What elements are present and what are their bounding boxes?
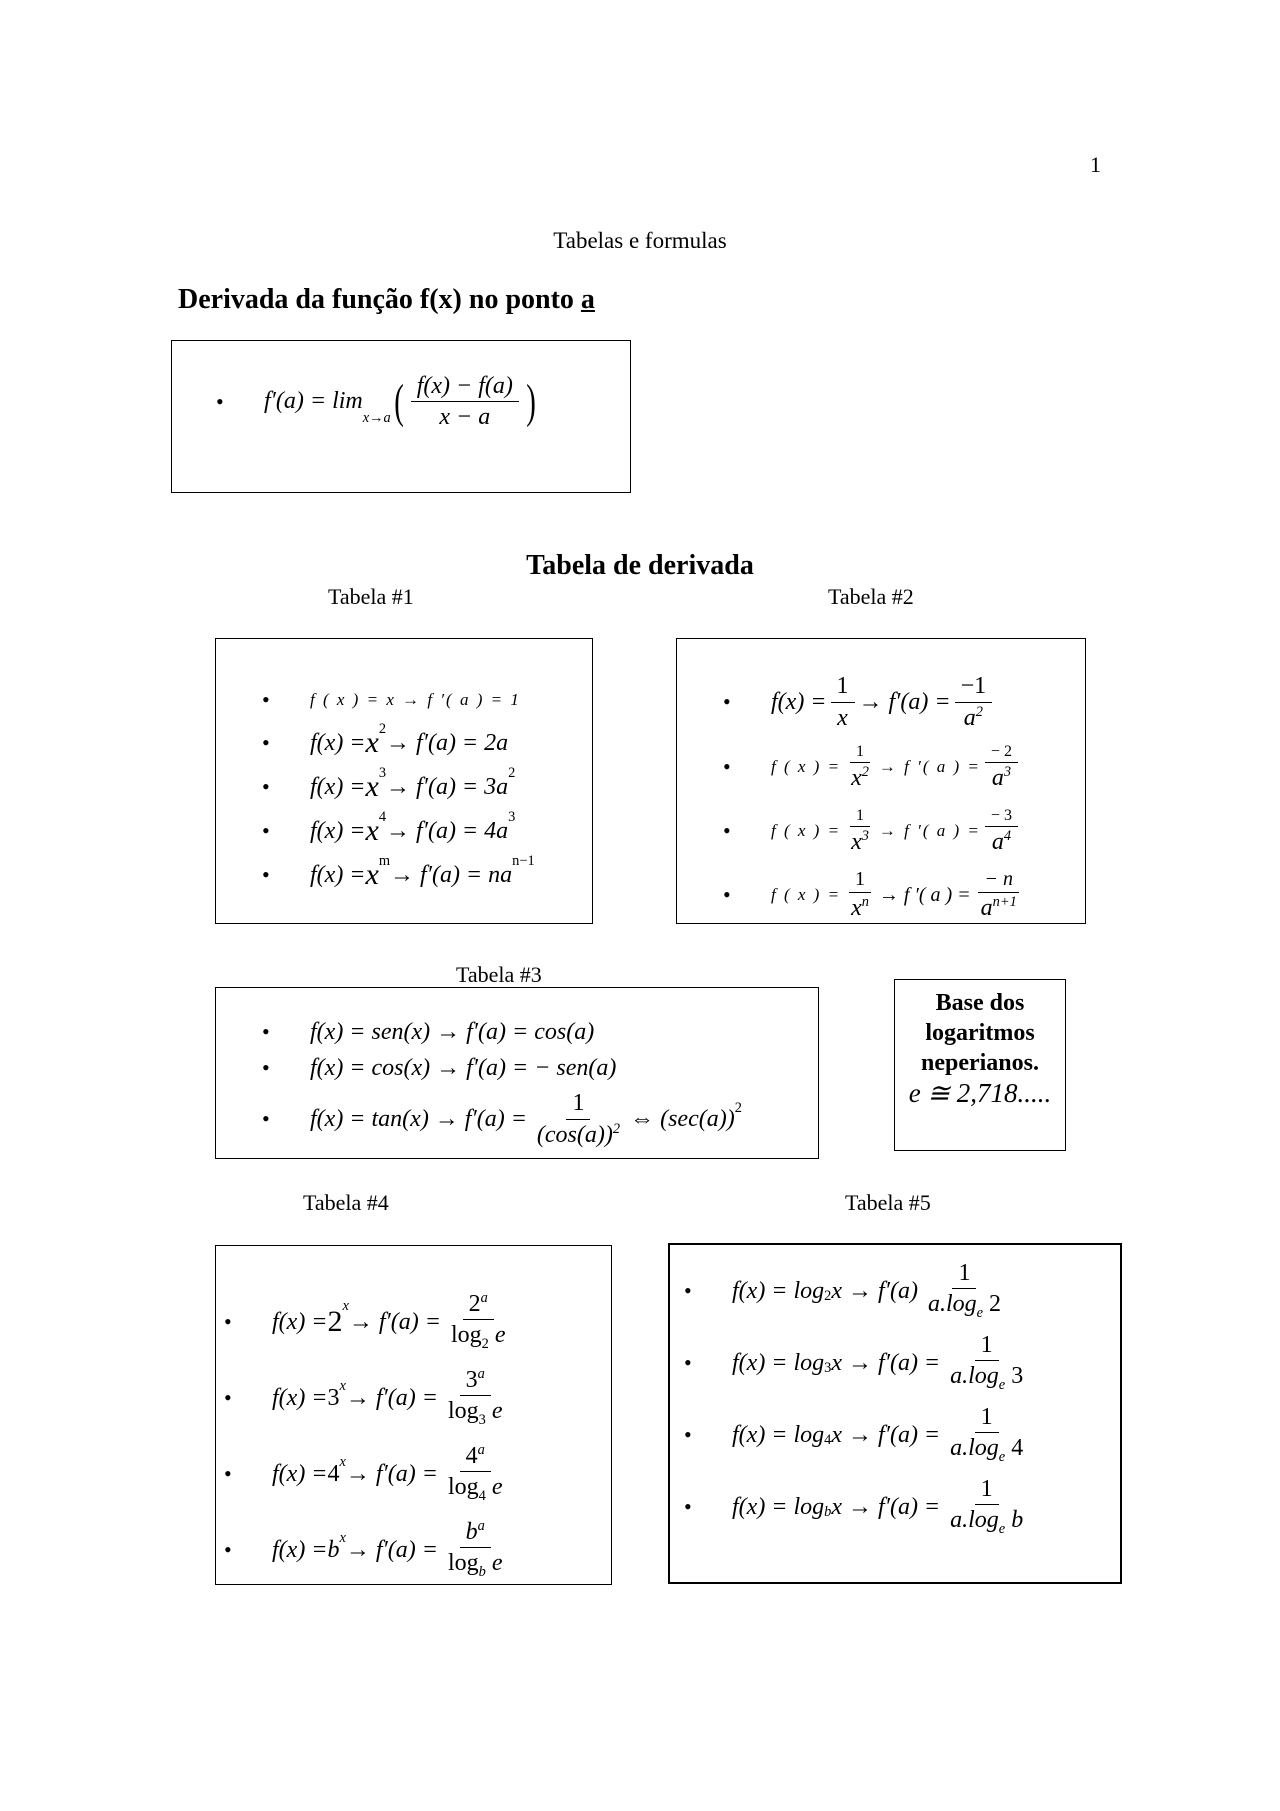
- table3-row-3-den-base: (cos(a)): [536, 1121, 613, 1148]
- table4-row-3-den-tail: e: [485, 1474, 503, 1501]
- table2-row-2: [723, 735, 1073, 799]
- table4-row-4-exp: x: [339, 1530, 346, 1546]
- table1-row-3-x: x: [365, 770, 379, 803]
- table2-row-3-den-base: x: [851, 829, 862, 856]
- table4-row-3-exp: x: [339, 1454, 346, 1470]
- natural-log-base-box: [894, 979, 1066, 1151]
- table4-row-3-den-sub: 4: [478, 1488, 486, 1505]
- base-box-line-1: Base dos: [935, 990, 1025, 1016]
- table4-row-3: [224, 1436, 604, 1512]
- table5-row-1-den: [922, 1289, 1007, 1322]
- base-box-line-3: neperianos.: [920, 1050, 1039, 1076]
- label-table-4: Tabela #4: [303, 1190, 389, 1215]
- table2-row-1-rnum: −1: [955, 673, 993, 702]
- table5-row-2-num: 1: [975, 1332, 999, 1361]
- table2-row-1: [723, 669, 1073, 735]
- table3-row-2: [262, 1050, 812, 1086]
- table4-row-4: [224, 1512, 604, 1588]
- table3-row-3: [262, 1086, 812, 1152]
- table4-row-3-base: 4: [327, 1460, 340, 1487]
- label-table-5: Tabela #5: [845, 1190, 931, 1215]
- table2-row-1-den: [831, 703, 854, 731]
- table5-row-3-lhs: • f(x) = log: [732, 1421, 825, 1448]
- table4-row-1: [224, 1284, 604, 1360]
- table2-row-4-rden: [975, 893, 1023, 921]
- table4-row-2-den-sub: 3: [478, 1412, 486, 1429]
- table2-row-2-mid: → f ′( a ) =: [878, 757, 981, 776]
- table2-row-2-den: [845, 763, 875, 791]
- heading-derivative-definition: [178, 284, 595, 316]
- table3-row-2-formula: • f(x) = cos(x) → f′(a) = − sen(a): [310, 1054, 617, 1081]
- table5-row-4-den-log: a.log: [950, 1507, 999, 1534]
- table4-row-1-num-base: 2: [468, 1290, 481, 1317]
- table1-row-1: [262, 679, 582, 721]
- table5-row-3-den-log: a.log: [950, 1435, 999, 1462]
- table2-row-3-rnum: − 3: [985, 807, 1018, 828]
- table5-row-2-sub: 3: [824, 1360, 832, 1376]
- table4-row-4-num-base: b: [465, 1518, 478, 1545]
- table2-row-4-rnum: − n: [978, 868, 1019, 893]
- table1-row-3: [262, 765, 582, 809]
- definition-denominator: x − a: [439, 404, 491, 431]
- table-3: [215, 987, 819, 1159]
- page-number: 1: [1090, 152, 1101, 177]
- table4-row-1-num: [463, 1291, 494, 1320]
- table3-row-3-rhs: ⇔ (sec(a)): [630, 1105, 735, 1132]
- table3-row-3-lhs: • f(x) = tan(x) → f′(a) =: [310, 1105, 527, 1132]
- table2-row-2-den-exp: 2: [861, 764, 869, 781]
- definition-box: [171, 340, 631, 493]
- table3-row-3-num: 1: [566, 1090, 590, 1119]
- table2-row-1-lhs: • f(x) =: [771, 688, 827, 715]
- table2-row-4-num: 1: [849, 868, 871, 893]
- table4-row-4-lhs: • f(x) =: [272, 1536, 328, 1563]
- table1-row-2-exp: 2: [378, 721, 387, 737]
- table4-row-1-den: [445, 1320, 512, 1353]
- table2-row-2-num: 1: [850, 743, 870, 764]
- table1-row-4-x: x: [365, 814, 379, 847]
- table4-row-1-exp: x: [342, 1298, 349, 1314]
- table2-row-2-rden: [986, 763, 1017, 791]
- table4-row-2: [224, 1360, 604, 1436]
- table5-row-1-sub: 2: [824, 1288, 832, 1304]
- table2-row-3-den: [845, 827, 875, 855]
- table5-row-2-den: [944, 1361, 1029, 1394]
- table2-row-4-rden-exp: n+1: [992, 894, 1017, 911]
- table4-row-4-num-exp: a: [477, 1517, 485, 1534]
- table4-row-3-mid: → f′(a) =: [345, 1460, 438, 1487]
- table2-row-4-den-base: x: [851, 895, 862, 922]
- table5-row-4-lhs: • f(x) = log: [732, 1493, 825, 1520]
- table2-row-2-rnum: − 2: [985, 743, 1018, 764]
- table2-row-4-rden-base: a: [980, 895, 993, 922]
- table4-row-1-lhs: • f(x) =: [272, 1308, 328, 1335]
- heading-text: Derivada da função f(x) no ponto: [178, 284, 581, 315]
- table4-row-4-den-tail: e: [485, 1550, 503, 1577]
- table-2: [676, 638, 1086, 924]
- table2-row-4-den-exp: n: [861, 894, 869, 911]
- table1-row-3-rhs-exp: 2: [508, 765, 516, 781]
- table5-row-1: [684, 1255, 1114, 1327]
- table1-row-2-lhs: • f(x) =: [310, 729, 366, 756]
- table2-row-2-den-base: x: [851, 765, 862, 792]
- table5-row-3-den-tail: 4: [1005, 1435, 1024, 1462]
- table2-row-2-rden-exp: 3: [1003, 764, 1012, 781]
- table1-row-4-exp: 4: [378, 809, 387, 825]
- table4-row-1-den-sub: 2: [481, 1336, 489, 1353]
- table2-row-2-lhs: • f ( x ) =: [771, 757, 842, 776]
- table1-row-5-rhs: → f′(a) = na: [390, 861, 513, 888]
- definition-lhs: • f′(a) = lim: [264, 388, 363, 415]
- table2-row-2-rden-base: a: [991, 765, 1004, 792]
- table5-row-1-lhs: • f(x) = log: [732, 1277, 825, 1304]
- table4-row-3-lhs: • f(x) =: [272, 1460, 328, 1487]
- table5-row-1-num: 1: [952, 1260, 976, 1289]
- table5-row-4-sub: b: [824, 1504, 832, 1520]
- table2-row-4-den: [845, 893, 875, 921]
- table2-row-1-num: 1: [831, 673, 855, 702]
- table4-row-2-den-tail: e: [485, 1398, 503, 1425]
- table2-row-3-rden: [986, 827, 1017, 855]
- table1-row-4-lhs: • f(x) =: [310, 817, 366, 844]
- table4-row-3-num-exp: a: [477, 1441, 485, 1458]
- table5-row-3-sub: 4: [824, 1432, 832, 1448]
- table1-row-5: [262, 853, 582, 897]
- table1-row-2-rhs: → f′(a) = 2a: [386, 729, 509, 756]
- table4-row-2-num: [460, 1367, 491, 1396]
- definition-formula: • f′(a) = lim $_{x\to a}$ ( $\frac{f(x) - f(a)}{x - a}$ ): [216, 373, 539, 431]
- heading-derivative-table: Tabela de derivada: [526, 550, 754, 581]
- table1-row-2-x: x: [365, 726, 379, 759]
- table5-row-4-den-sub: e: [998, 1521, 1006, 1538]
- table-4: [215, 1245, 612, 1585]
- table5-row-1-den-log: a.log: [927, 1291, 977, 1318]
- table3-row-3-den: [531, 1120, 626, 1148]
- table2-row-3-mid: → f ′( a ) =: [878, 821, 981, 840]
- table2-row-1-den-base: x: [837, 704, 848, 731]
- table2-row-4-lhs: • f ( x ) =: [771, 885, 842, 904]
- table5-row-2-mid: x → f′(a) =: [831, 1349, 941, 1376]
- table5-row-4-mid: x → f′(a) =: [831, 1493, 941, 1520]
- table1-row-1-formula: • f ( x ) = x → f ′( a ) = 1: [310, 690, 521, 709]
- table4-row-2-base: 3: [327, 1384, 340, 1411]
- table1-row-3-rhs: → f′(a) = 3a: [386, 773, 509, 800]
- table-1: [215, 638, 593, 924]
- label-table-1: Tabela #1: [328, 584, 414, 609]
- table5-row-1-den-tail: 2: [983, 1291, 1001, 1318]
- table4-row-3-den-log: log: [448, 1474, 479, 1501]
- table4-row-1-num-exp: a: [480, 1289, 488, 1306]
- label-table-3: Tabela #3: [456, 962, 542, 987]
- table4-row-3-num-base: 4: [465, 1442, 478, 1469]
- table4-row-2-den: [442, 1396, 509, 1429]
- table2-row-1-rden-base: a: [963, 704, 976, 731]
- table2-row-3-rden-exp: 4: [1003, 828, 1012, 845]
- table5-row-3: [684, 1399, 1114, 1471]
- table1-row-2: [262, 721, 582, 765]
- table1-row-3-exp: 3: [378, 765, 387, 781]
- table4-row-1-den-tail: e: [488, 1322, 506, 1349]
- table4-row-4-num: [460, 1519, 491, 1548]
- table5-row-2-den-log: a.log: [950, 1363, 999, 1390]
- table1-row-4-rhs-exp: 3: [508, 809, 516, 825]
- table1-row-5-rhs-exp: n−1: [512, 853, 535, 869]
- base-box-line-2: logaritmos: [925, 1020, 1035, 1046]
- table5-row-4-den: [944, 1505, 1029, 1538]
- table5-row-4-num: 1: [975, 1476, 999, 1505]
- limit-subscript: x→a: [362, 409, 391, 426]
- table5-row-2-den-sub: e: [998, 1377, 1006, 1394]
- table1-row-5-exp: m: [378, 853, 391, 869]
- definition-numerator: f(x) − f(a): [411, 373, 519, 402]
- table5-row-4-den-tail: b: [1005, 1507, 1024, 1534]
- table4-row-2-num-exp: a: [477, 1365, 485, 1382]
- table1-row-4: [262, 809, 582, 853]
- table2-row-1-mid: → f′(a) =: [858, 688, 951, 715]
- table4-row-2-lhs: • f(x) =: [272, 1384, 328, 1411]
- table4-row-1-den-log: log: [451, 1322, 482, 1349]
- table2-row-3: [723, 799, 1073, 863]
- heading-point: a: [580, 284, 595, 315]
- table5-row-4: [684, 1471, 1114, 1543]
- document-title: Tabelas e formulas: [553, 228, 727, 253]
- table5-row-2-lhs: • f(x) = log: [732, 1349, 825, 1376]
- table3-row-3-rhs-exp: 2: [734, 1100, 742, 1116]
- table5-row-1-mid: x → f′(a): [831, 1277, 918, 1304]
- table5-row-3-num: 1: [975, 1404, 999, 1433]
- table-5: [668, 1243, 1122, 1584]
- table4-row-4-den-log: log: [448, 1550, 479, 1577]
- table4-row-3-den: [442, 1472, 509, 1505]
- label-table-2: Tabela #2: [828, 584, 914, 609]
- table2-row-3-rden-base: a: [991, 829, 1004, 856]
- table2-row-3-lhs: • f ( x ) =: [771, 821, 842, 840]
- table4-row-1-base: 2: [327, 1305, 343, 1338]
- table5-row-2: [684, 1327, 1114, 1399]
- table4-row-2-mid: → f′(a) =: [345, 1384, 438, 1411]
- table2-row-3-num: 1: [850, 807, 870, 828]
- table5-row-1-den-sub: e: [976, 1305, 983, 1322]
- table5-row-3-mid: x → f′(a) =: [831, 1421, 941, 1448]
- table2-row-1-rden-exp: 2: [975, 703, 983, 720]
- table2-row-4-mid: → f ′( a ) =: [878, 883, 971, 906]
- table4-row-1-mid: → f′(a) =: [348, 1308, 441, 1335]
- base-box-value: e ≅ 2,718.....: [908, 1078, 1052, 1108]
- table4-row-4-den: [442, 1548, 509, 1581]
- table5-row-3-den-sub: e: [998, 1449, 1006, 1466]
- table2-row-3-den-exp: 3: [861, 828, 869, 845]
- table4-row-2-num-base: 3: [465, 1366, 478, 1393]
- table4-row-2-den-log: log: [448, 1398, 479, 1425]
- table1-row-5-x: x: [365, 858, 379, 891]
- table4-row-4-mid: → f′(a) =: [345, 1536, 438, 1563]
- table3-row-3-den-exp: 2: [612, 1120, 621, 1137]
- table4-row-4-den-sub: b: [478, 1564, 486, 1581]
- table1-row-4-rhs: → f′(a) = 4a: [386, 817, 509, 844]
- table3-row-1: [262, 1014, 812, 1050]
- table4-row-2-exp: x: [339, 1378, 346, 1394]
- table2-row-4: [723, 863, 1073, 927]
- table2-row-1-rden: [958, 703, 989, 731]
- table5-row-3-den: [944, 1433, 1029, 1466]
- table5-row-2-den-tail: 3: [1005, 1363, 1024, 1390]
- table4-row-4-base: b: [327, 1536, 340, 1563]
- table4-row-3-num: [460, 1443, 491, 1472]
- table1-row-3-lhs: • f(x) =: [310, 773, 366, 800]
- table1-row-5-lhs: • f(x) =: [310, 861, 366, 888]
- table3-row-1-formula: • f(x) = sen(x) → f′(a) = cos(a): [310, 1018, 595, 1045]
